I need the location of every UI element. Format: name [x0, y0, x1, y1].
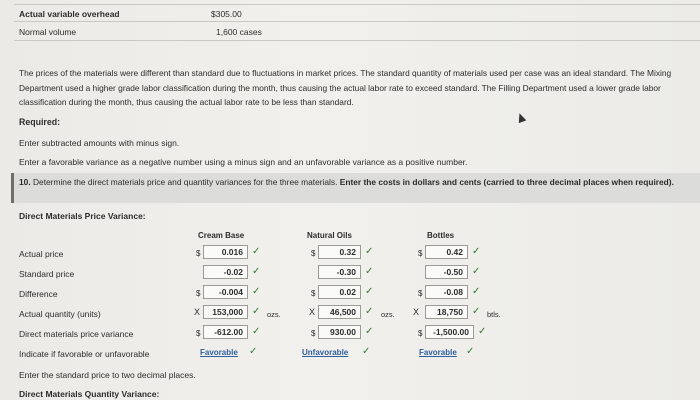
bottles-variance-dropdown[interactable]: Favorable [419, 348, 457, 357]
table-rule [14, 40, 700, 41]
question-bold-instruction: Enter the costs in dollars and cents (carried to three decimal places when required). [339, 177, 674, 187]
natural-oils-actual-price-input[interactable]: 0.32 [318, 245, 361, 259]
table-rule [14, 21, 700, 22]
row-label-price-variance: Direct materials price variance [19, 329, 134, 339]
check-icon: ✓ [252, 246, 261, 257]
cream-base-difference-input[interactable]: -0.004 [203, 285, 248, 299]
unit-label: ozs. [381, 310, 395, 319]
cream-base-variance-dropdown[interactable]: Favorable [200, 348, 238, 357]
mouse-cursor-icon [516, 112, 527, 123]
check-icon: ✓ [252, 326, 261, 337]
check-icon: ✓ [472, 286, 481, 297]
natural-oils-standard-price-input[interactable]: -0.30 [318, 265, 361, 279]
cream-base-price-variance-input[interactable]: -612.00 [203, 325, 248, 339]
column-header-cream-base: Cream Base [198, 231, 245, 240]
column-header-natural-oils: Natural Oils [307, 231, 352, 240]
natural-oils-difference-input[interactable]: 0.02 [318, 285, 361, 299]
check-icon: ✓ [252, 266, 261, 277]
instruction-subtract: Enter subtracted amounts with minus sign. [19, 138, 180, 148]
multiply-symbol: X [413, 307, 420, 317]
bottles-actual-price-input[interactable]: 0.42 [425, 245, 468, 259]
bottles-price-variance-input[interactable]: -1,500.00 [425, 325, 474, 339]
check-icon: ✓ [362, 346, 371, 357]
cream-base-actual-price-input[interactable]: 0.016 [203, 245, 248, 259]
problem-paragraph: The prices of the materials were different than standard due to fluctuations in market prices. The standard quantity of materials used per case was an ideal standard. The Mixing Department used a higher grade labor classification during the month, thus causing the actual labor rate to exceed standard. The Filling Department used a lower grade labor classification during the month, thus causing the actual labor rate to be less than standard. [19, 68, 672, 107]
currency-symbol: $ [311, 249, 316, 258]
question-marker [11, 173, 14, 203]
question-body: Determine the direct materials price and quantity variances for the three materials. [32, 177, 338, 187]
natural-oils-price-variance-input[interactable]: 930.00 [318, 325, 361, 339]
currency-symbol: $ [196, 249, 201, 258]
natural-oils-variance-dropdown[interactable]: Unfavorable [302, 348, 349, 357]
check-icon: ✓ [472, 306, 481, 317]
check-icon: ✓ [252, 286, 261, 297]
instruction-variance-sign: Enter a favorable variance as a negative number using a minus sign and an unfavorable variance as a positive number. [19, 157, 468, 167]
currency-symbol: $ [311, 289, 316, 298]
currency-symbol: $ [311, 329, 316, 338]
bottles-standard-price-input[interactable]: -0.50 [425, 265, 468, 279]
row-label-variable-overhead: Actual variable overhead [19, 9, 120, 19]
row-value-variable-overhead: $305.00 [211, 9, 242, 19]
check-icon: ✓ [365, 246, 374, 257]
quantity-variance-title: Direct Materials Quantity Variance: [19, 389, 160, 399]
row-label-actual-quantity: Actual quantity (units) [19, 309, 101, 319]
cream-base-quantity-input[interactable]: 153,000 [203, 305, 248, 319]
check-icon: ✓ [466, 346, 475, 357]
cream-base-standard-price-input[interactable]: -0.02 [203, 265, 248, 279]
row-label-difference: Difference [19, 289, 58, 299]
check-icon: ✓ [365, 326, 374, 337]
check-icon: ✓ [249, 346, 258, 357]
required-label: Required: [19, 117, 61, 127]
check-icon: ✓ [252, 306, 261, 317]
currency-symbol: $ [196, 289, 201, 298]
question-number: 10. [19, 177, 31, 187]
row-label-standard-price: Standard price [19, 269, 75, 279]
natural-oils-quantity-input[interactable]: 46,500 [318, 305, 361, 319]
row-label-normal-volume: Normal volume [19, 27, 77, 37]
bottles-quantity-input[interactable]: 18,750 [425, 305, 468, 319]
column-header-bottles: Bottles [427, 231, 455, 240]
row-label-indicate: Indicate if favorable or unfavorable [19, 349, 150, 359]
bottles-difference-input[interactable]: -0.08 [425, 285, 468, 299]
check-icon: ✓ [472, 266, 481, 277]
row-value-normal-volume: 1,600 cases [216, 27, 262, 37]
row-label-actual-price: Actual price [19, 249, 64, 259]
multiply-symbol: X [194, 307, 201, 317]
table-rule [14, 4, 700, 5]
unit-label: btls. [487, 310, 501, 319]
price-variance-title: Direct Materials Price Variance: [19, 211, 146, 221]
footer-instruction: Enter the standard price to two decimal places. [19, 370, 196, 380]
currency-symbol: $ [196, 329, 201, 338]
question-text [19, 175, 683, 190]
unit-label: ozs. [267, 310, 281, 319]
currency-symbol: $ [418, 289, 423, 298]
currency-symbol: $ [418, 329, 423, 338]
check-icon: ✓ [365, 286, 374, 297]
check-icon: ✓ [472, 246, 481, 257]
currency-symbol: $ [418, 249, 423, 258]
multiply-symbol: X [309, 307, 316, 317]
check-icon: ✓ [365, 266, 374, 277]
check-icon: ✓ [478, 326, 487, 337]
check-icon: ✓ [365, 306, 374, 317]
